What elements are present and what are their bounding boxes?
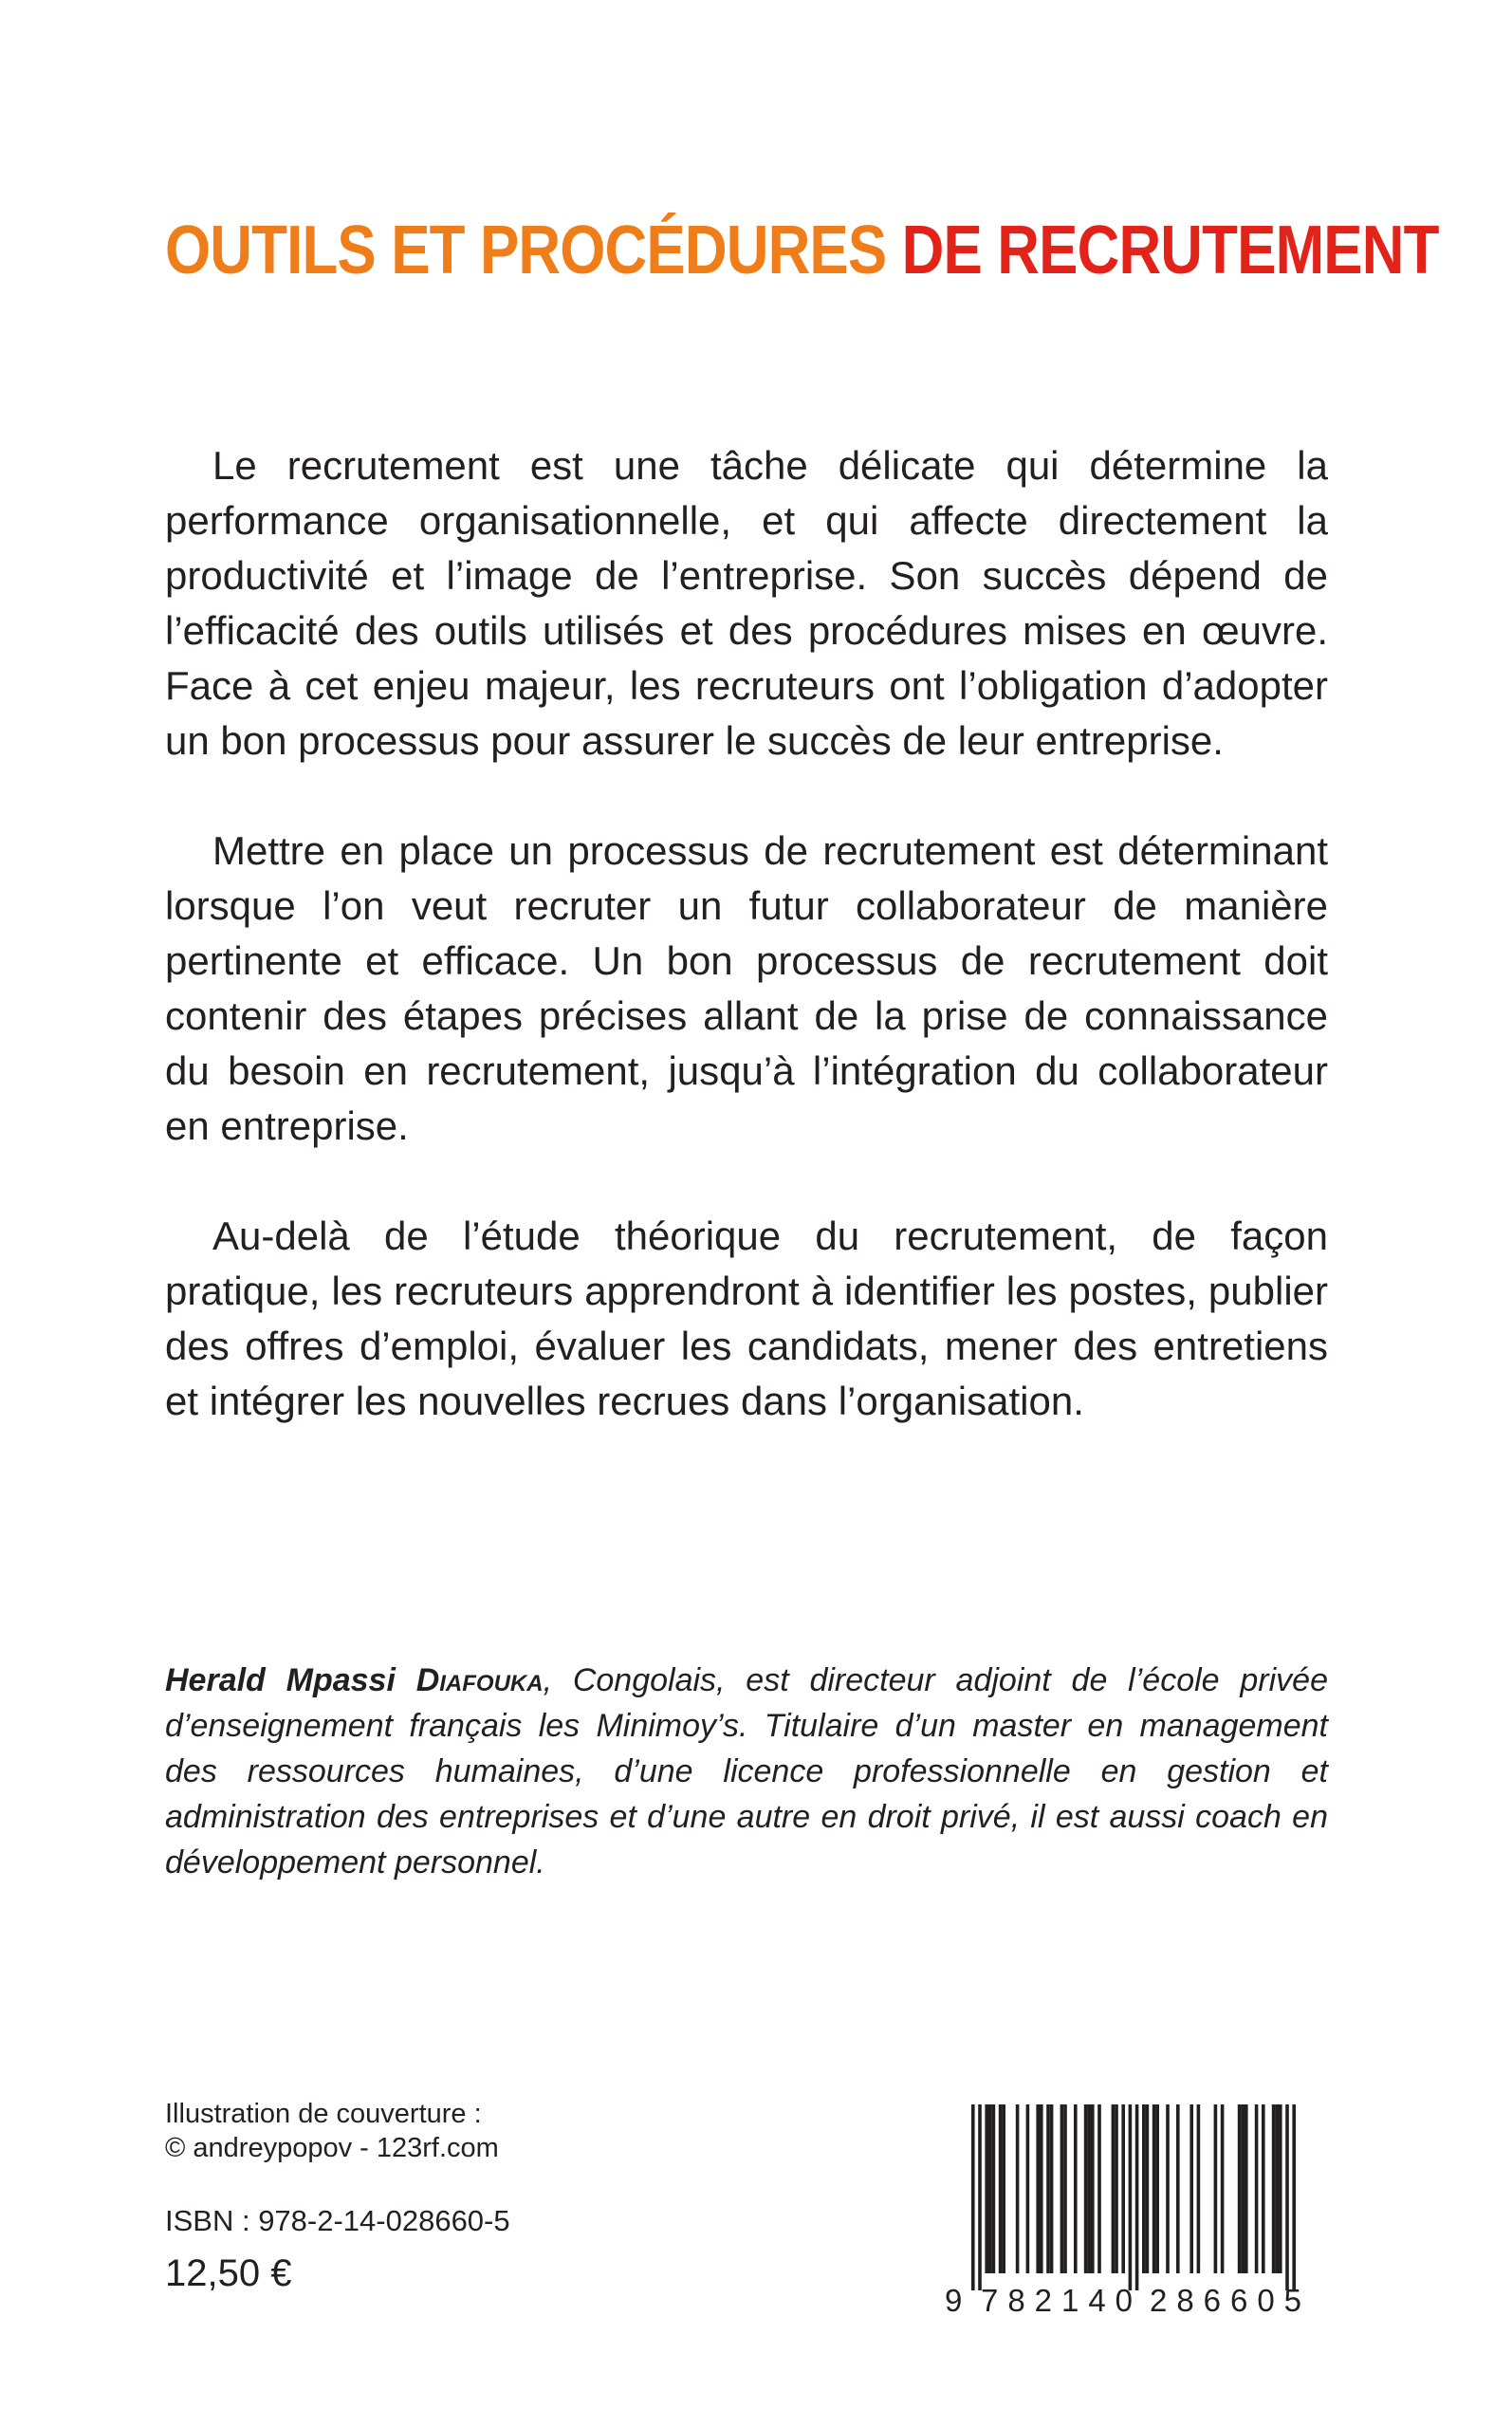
author-bio-text: , Congolais, est directeur adjoint de l’école privée d’enseignement français les Minimoy’s. Titulaire d’un master en management des ressources humaines, d’une licence professionnelle en gestion et administration des entreprises et d’une autre en droit privé, il est aussi coach en développement personnel. bbox=[165, 1662, 1328, 1881]
barcode-bar bbox=[1135, 2104, 1139, 2290]
barcode-bar bbox=[1063, 2104, 1067, 2273]
barcode bbox=[939, 2097, 1328, 2317]
barcode-bar bbox=[1016, 2104, 1020, 2273]
barcode-bar bbox=[1255, 2104, 1259, 2273]
barcode-bar bbox=[1091, 2104, 1095, 2273]
isbn: ISBN : 978-2-14-028660-5 bbox=[165, 2204, 510, 2237]
barcode-bar bbox=[1112, 2104, 1116, 2273]
summary-text bbox=[165, 438, 1328, 1429]
barcode-bar bbox=[1142, 2104, 1146, 2273]
barcode-bar bbox=[1245, 2104, 1248, 2273]
credits-line-1: Illustration de couverture : bbox=[165, 2099, 482, 2129]
barcode-bar bbox=[1087, 2104, 1091, 2273]
barcode-bar bbox=[1272, 2104, 1276, 2273]
barcode-bar bbox=[1197, 2104, 1201, 2273]
barcode-bar bbox=[988, 2104, 992, 2273]
barcode-first-digit: 9 bbox=[945, 2283, 963, 2317]
barcode-bar bbox=[985, 2104, 988, 2273]
barcode-graphic bbox=[939, 2097, 1328, 2317]
barcode-digits-left: 782140 bbox=[981, 2283, 1133, 2317]
barcode-bar bbox=[1084, 2104, 1088, 2273]
summary-paragraph-3: Au-delà de l’étude théorique du recrutement, de façon pratique, les recruteurs apprendront à identifier les postes, publier des offres d’emploi, évaluer les candidats, mener des entretiens et intégrer les nouvelles recrues dans l’organisation. bbox=[165, 1214, 1328, 1423]
barcode-bar bbox=[1262, 2104, 1265, 2273]
author-name: Herald Mpassi bbox=[165, 1662, 396, 1698]
author-bio bbox=[165, 1658, 1328, 1885]
barcode-bar bbox=[1060, 2104, 1064, 2273]
barcode-bar bbox=[1026, 2104, 1030, 2273]
barcode-bar bbox=[1241, 2104, 1245, 2273]
barcode-bar bbox=[1214, 2104, 1218, 2273]
barcode-bar bbox=[1189, 2104, 1193, 2273]
barcode-bar bbox=[1166, 2104, 1170, 2273]
barcode-bar bbox=[1050, 2104, 1054, 2273]
title-part-2: DE RECRUTEMENT bbox=[901, 213, 1439, 288]
summary-paragraph-2: Mettre en place un processus de recrutement est déterminant lorsque l’on veut recruter un futur collaborateur de manière pertinente et efficace. Un bon processus de recrutement doit contenir des étapes précises allant de la prise de connaissance du besoin en recrutement, jusqu’à l’intégration du collaborateur en entreprise. bbox=[165, 828, 1328, 1148]
credits-line-2: © andreypopov - 123rf.com bbox=[165, 2133, 499, 2163]
barcode-bar bbox=[1155, 2104, 1159, 2273]
barcode-bar bbox=[1221, 2104, 1225, 2273]
barcode-bar bbox=[1115, 2104, 1118, 2273]
barcode-bar bbox=[1129, 2104, 1133, 2290]
barcode-bar bbox=[1146, 2104, 1150, 2273]
author-surname: Diafouka bbox=[415, 1662, 544, 1698]
barcode-bar bbox=[1285, 2104, 1289, 2290]
barcode-bar bbox=[1279, 2104, 1282, 2273]
barcode-bar bbox=[1238, 2104, 1242, 2273]
barcode-bar bbox=[1097, 2104, 1101, 2273]
barcode-bar bbox=[1152, 2104, 1156, 2273]
barcode-bar bbox=[1292, 2104, 1296, 2290]
barcode-bar bbox=[1036, 2104, 1040, 2273]
barcode-bars bbox=[971, 2104, 1296, 2290]
barcode-digits-right: 286605 bbox=[1150, 2283, 1301, 2317]
barcode-bar bbox=[971, 2104, 975, 2290]
barcode-bar bbox=[978, 2104, 982, 2290]
barcode-bar bbox=[992, 2104, 996, 2273]
barcode-bar bbox=[1074, 2104, 1078, 2273]
barcode-bar bbox=[1176, 2104, 1180, 2273]
barcode-bar bbox=[1121, 2104, 1125, 2273]
price: 12,50 € bbox=[165, 2252, 292, 2294]
cover-credits bbox=[165, 2097, 734, 2165]
barcode-bar bbox=[1046, 2104, 1050, 2273]
barcode-bar bbox=[1040, 2104, 1043, 2273]
summary-paragraph-1: Le recrutement est une tâche délicate qui détermine la performance organisationnelle, et qui affecte directement la productivité et l’image de l’entreprise. Son succès dépend de l’efficacité des outils utilisés et des procédures mises en œuvre. Face à cet enjeu majeur, les recruteurs ont l’obligation d’adopter un bon processus pour assurer le succès de leur entreprise. bbox=[165, 443, 1328, 763]
barcode-bar bbox=[999, 2104, 1003, 2273]
book-title bbox=[165, 211, 1439, 290]
barcode-bar bbox=[1002, 2104, 1005, 2273]
title-part-1: OUTILS ET PROCÉDURES bbox=[165, 213, 887, 288]
barcode-bar bbox=[1275, 2104, 1279, 2273]
